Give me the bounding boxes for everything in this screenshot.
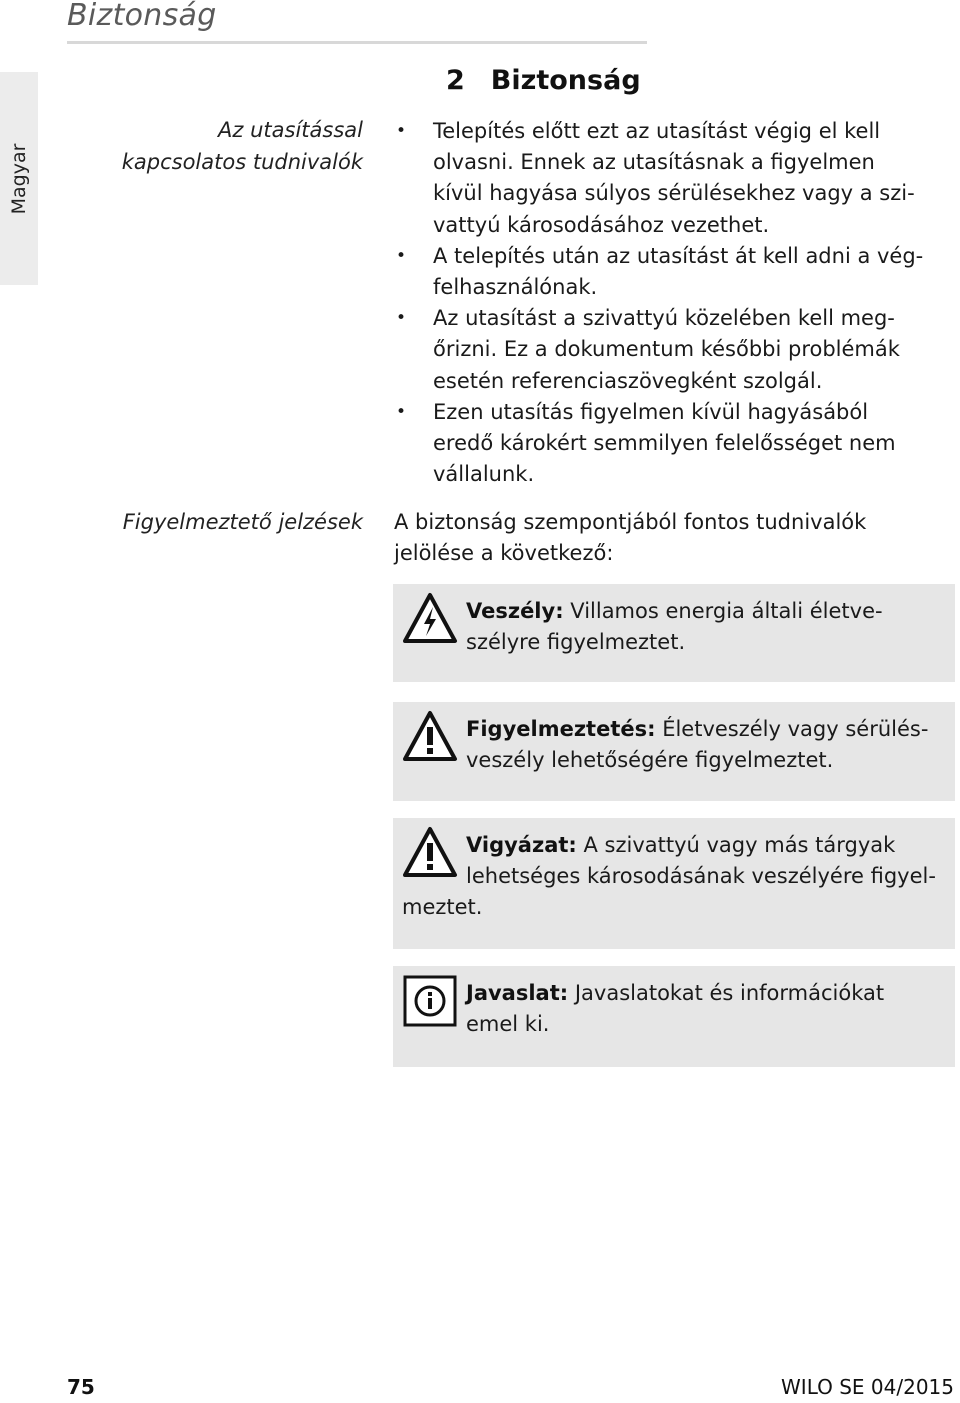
warning-triangle-icon: [402, 710, 458, 762]
list-item: • Ezen utasítás figyelmen kívül hagyásából eredő károkért semmilyen felelősséget nem vállalunk.: [394, 397, 954, 491]
notice-recommendation: Javaslat: Javaslatokat és információkat emel ki.: [393, 966, 955, 1067]
caution-triangle-icon: [402, 826, 458, 878]
language-tab: [0, 72, 38, 285]
language-tab-label: Magyar: [8, 143, 30, 214]
bullet-icon: •: [396, 121, 407, 141]
instructions-list: [394, 116, 954, 490]
info-icon: [402, 974, 458, 1028]
list-item: • Telepítés előtt ezt az utasítást végig el kell olvasni. Ennek az utasításnak a figyelmen kívül hagyása súlyos sérülésekhez vagy a szi- vattyú károsodásához vezethet.: [394, 116, 954, 241]
bullet-icon: •: [396, 245, 407, 266]
notice-caution: Vigyázat: A szivattyú vagy más tárgyak lehetséges károsodásának veszélyére figyel- meztet.: [393, 818, 955, 949]
bullet-icon: •: [396, 401, 407, 422]
notice-danger: Veszély: Villamos energia általi életve- szélyre figyelmeztet.: [393, 584, 955, 682]
page-header-title: Biztonság: [67, 0, 217, 33]
section-heading: [446, 65, 641, 96]
section-number: 2: [446, 65, 465, 96]
side-label-warnings: Figyelmeztető jelzések: [122, 510, 363, 534]
warnings-intro: A biztonság szempontjából fontos tudnivalók jelölése a következő:: [394, 510, 867, 565]
list-item: • A telepítés után az utasítást át kell adni a vég- felhasználónak.: [394, 241, 954, 303]
list-item: • Az utasítást a szivattyú közelében kell meg- őrizni. Ez a dokumentum későbbi problémák esetén referenciaszövegként szolgál.: [394, 303, 954, 397]
header-divider: [67, 41, 647, 44]
page-number: 75: [67, 1375, 95, 1399]
side-label-instructions: Az utasítással kapcsolatos tudnivalók: [121, 118, 363, 174]
electric-hazard-icon: [402, 592, 458, 644]
publisher-date: WILO SE 04/2015: [781, 1375, 954, 1399]
section-title: Biztonság: [490, 65, 641, 96]
notice-warning: Figyelmeztetés: Életveszély vagy sérülés- veszély lehetőségére figyelmeztet.: [393, 702, 955, 801]
bullet-icon: •: [396, 308, 407, 329]
